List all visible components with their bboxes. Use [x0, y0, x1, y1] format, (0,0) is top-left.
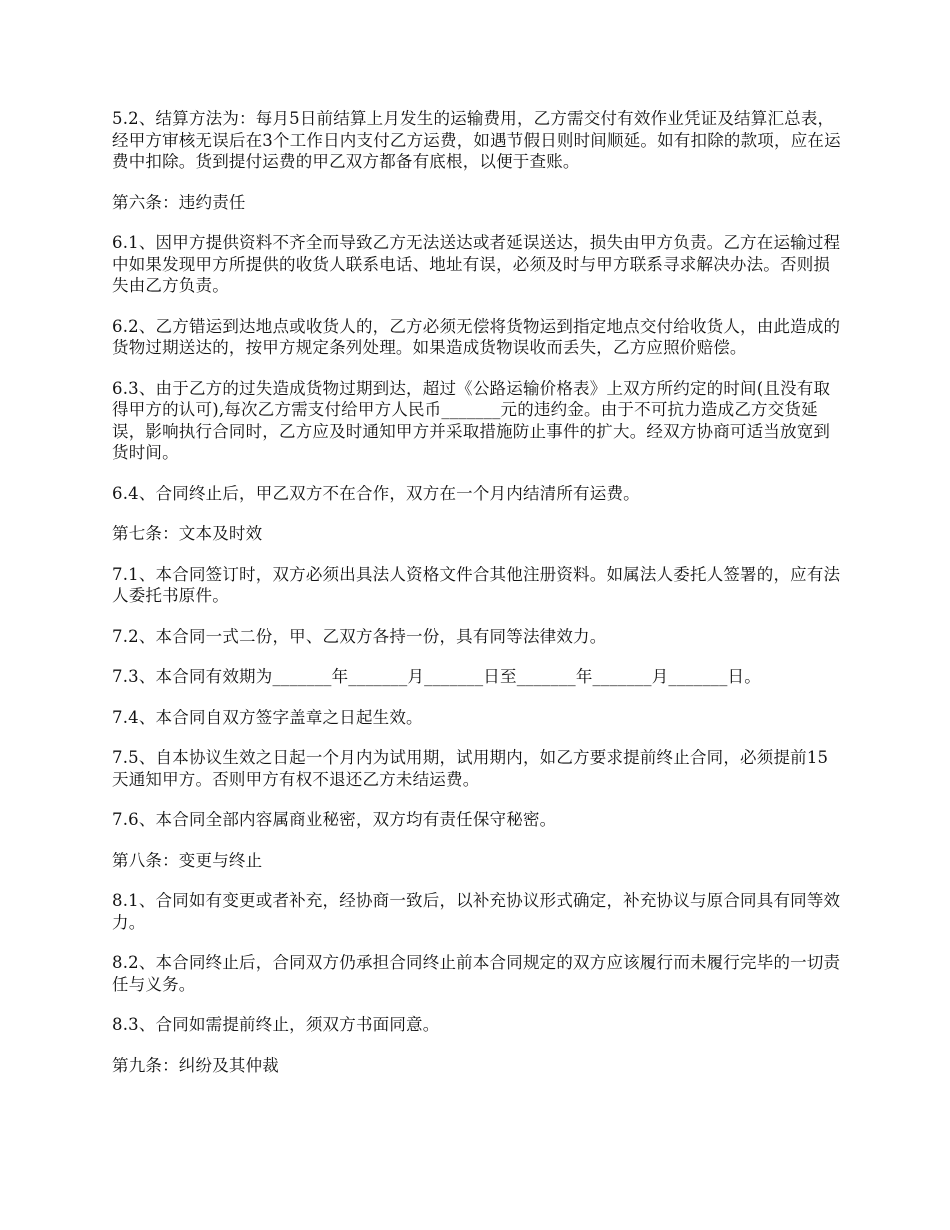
article-6-heading: 第六条：违约责任	[112, 192, 246, 212]
clause-6-2: 6.2、乙方错运到达地点或收货人的，乙方必须无偿将货物运到指定地点交付给收货人，由此造成的货物过期送达的，按甲方规定条列处理。如果造成货物误收而丢失，乙方应照价赔偿。	[112, 316, 841, 357]
clause-7-5: 7.5、自本协议生效之日起一个月内为试用期，试用期内，如乙方要求提前终止合同，必须提前15天通知甲方。否则甲方有权不退还乙方未结运费。	[112, 748, 829, 789]
clause-7-6: 7.6、本合同全部内容属商业秘密，双方均有责任保守秘密。	[112, 810, 557, 829]
article-7-heading: 第七条：文本及时效	[112, 524, 263, 543]
clause-8-2: 8.2、本合同终止后，合同双方仍承担合同终止前本合同规定的双方应该履行而未履行完毕的一切责任与义务。	[112, 953, 841, 994]
article-9-heading: 第九条：纠纷及其仲裁	[112, 1055, 279, 1075]
clause-6-1: 6.1、因甲方提供资料不齐全而导致乙方无法送达或者延误送达，损失由甲方负责。乙方在运输过程中如果发现甲方所提供的收货人联系电话、地址有误，必须及时与甲方联系寻求解决办法。否则损失由乙方负责。	[112, 233, 841, 295]
clause-8-1: 8.1、合同如有变更或者补充，经协商一致后，以补充协议形式确定，补充协议与原合同具有同等效力。	[112, 891, 841, 932]
clause-6-3: 6.3、由于乙方的过失造成货物过期到达，超过《公路运输价格表》上双方所约定的时间(且没有取得甲方的认可),每次乙方需支付给甲方人民币_______元的违约金。由于不可抗力造成乙方交货延误，影响执行合同时，乙方应及时通知甲方并采取措施防止事件的扩大。经双方协商可适当放宽到货时间。	[112, 378, 831, 462]
clause-7-4: 7.4、本合同自双方签字盖章之日起生效。	[112, 707, 423, 727]
clause-5-2: 5.2、结算方法为：每月5日前结算上月发生的运输费用，乙方需交付有效作业凭证及结算汇总表，经甲方审核无误后在3个工作日内支付乙方运费，如遇节假日则时间顺延。如有扣除的款项，应在运费中扣除。货到提付运费的甲乙双方都备有底根，以便于查账。	[112, 109, 841, 171]
clause-7-2: 7.2、本合同一式二份，甲、乙双方各持一份，具有同等法律效力。	[112, 626, 607, 646]
article-8-heading: 第八条：变更与终止	[112, 850, 263, 870]
clause-8-3: 8.3、合同如需提前终止，须双方书面同意。	[112, 1015, 440, 1034]
clause-6-4: 6.4、合同终止后，甲乙双方不在合作，双方在一个月内结清所有运费。	[112, 483, 640, 503]
clause-7-1: 7.1、本合同签订时，双方必须出具法人资格文件合其他注册资料。如属法人委托人签署的，应有法人委托书原件。	[112, 564, 841, 605]
clause-7-3: 7.3、本合同有效期为_______年_______月_______日至_______年_______月_______日。	[112, 667, 761, 686]
